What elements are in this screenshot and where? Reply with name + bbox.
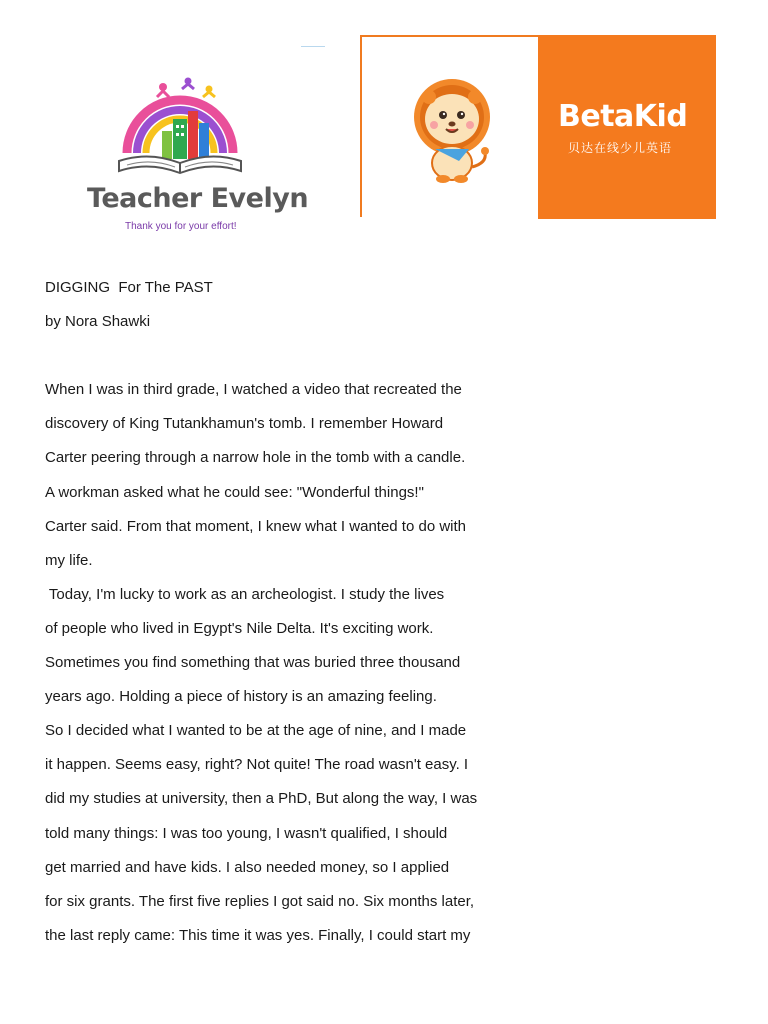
- logo-name: Teacher Evelyn: [87, 183, 309, 214]
- text-line: of people who lived in Egypt's Nile Delta. It's exciting work.: [45, 619, 434, 637]
- text-line: Sometimes you find something that was buried three thousand: [45, 654, 461, 672]
- brand-panel: [538, 35, 716, 219]
- document-title: DIGGING For The PAST: [45, 279, 213, 296]
- teacher-evelyn-logo-icon: [115, 75, 245, 185]
- blank-line: [45, 346, 565, 380]
- text-line: it happen. Seems easy, right? Not quite! The road wasn't easy. I: [45, 756, 469, 774]
- text-line: A workman asked what he could see: "Wonderful things!": [45, 483, 424, 501]
- logo-tagline: Thank you for your effort!: [125, 221, 237, 232]
- text-line: years ago. Holding a piece of history is an amazing feeling.: [45, 688, 437, 706]
- text-line: my life.: [45, 551, 93, 569]
- text-line: did my studies at university, then a PhD, But along the way, I was: [45, 790, 478, 808]
- text-line: Carter peering through a narrow hole in the tomb with a candle.: [45, 449, 466, 467]
- betakid-banner: [360, 35, 714, 217]
- document-byline: by Nora Shawki: [45, 313, 151, 331]
- text-line: When I was in third grade, I watched a video that recreated the: [45, 381, 462, 399]
- brand-subtitle: 贝达在线少儿英语: [568, 141, 673, 155]
- text-line: Carter said. From that moment, I knew what I wanted to do with: [45, 517, 467, 535]
- text-line: Today, I'm lucky to work as an archeologist. I study the lives: [45, 585, 445, 603]
- document-body: [45, 278, 565, 960]
- text-line: the last reply came: This time it was yes. Finally, I could start my: [45, 926, 471, 944]
- divider: [301, 46, 325, 47]
- text-line: So I decided what I wanted to be at the age of nine, and I made: [45, 722, 467, 740]
- mascot-panel: [362, 37, 538, 217]
- text-line: for six grants. The first five replies I got said no. Six months later,: [45, 892, 475, 910]
- text-line: told many things: I was too young, I wasn't qualified, I should: [45, 824, 448, 842]
- brand-name: BetaKid: [558, 99, 688, 134]
- text-line: discovery of King Tutankhamun's tomb. I remember Howard: [45, 415, 444, 433]
- lion-mascot-icon: [407, 75, 497, 185]
- text-line: get married and have kids. I also needed money, so I applied: [45, 858, 450, 876]
- teacher-evelyn-logo: [85, 75, 309, 245]
